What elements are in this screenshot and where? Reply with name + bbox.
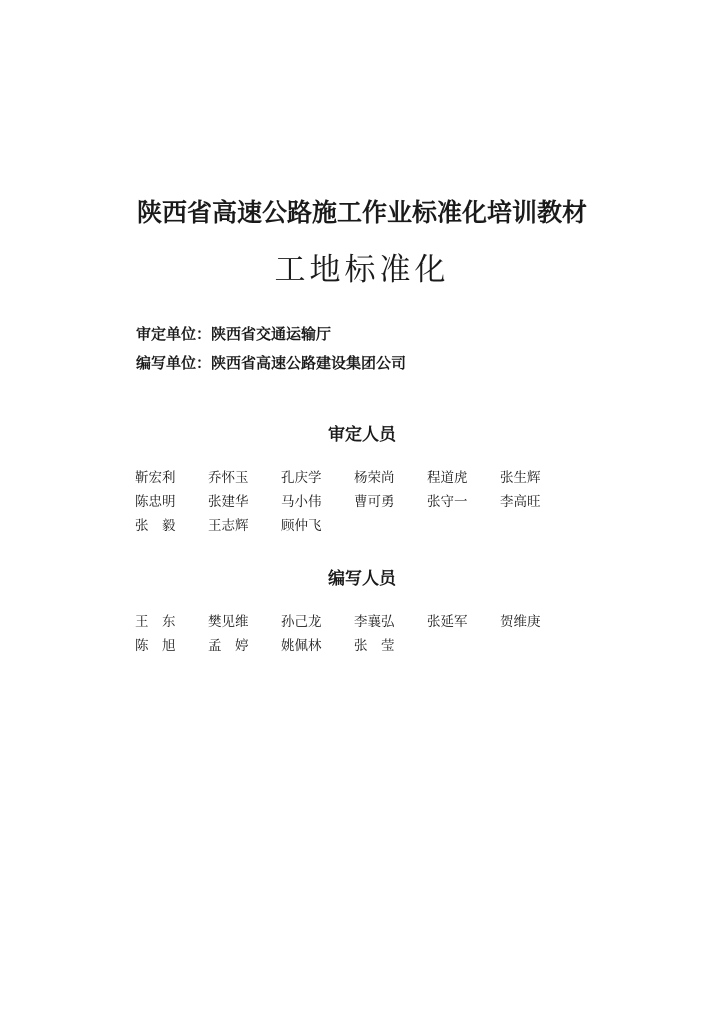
reviewer-name: 曹可勇	[354, 494, 395, 510]
author-name: 李襄弘	[354, 614, 395, 630]
reviewer-name: 张守一	[427, 494, 468, 510]
reviewer-name: 孔庆学	[281, 470, 322, 486]
author-name: 贺维庚	[500, 614, 541, 630]
compile-section-heading: 编写人员	[328, 569, 396, 589]
reviewer-name: 张生辉	[500, 470, 541, 486]
compile-unit: 编写单位：陕西省高速公路建设集团公司	[136, 354, 407, 372]
author-name: 樊见维	[208, 614, 249, 630]
reviewer-name: 靳宏利	[135, 470, 176, 486]
review-names-row	[135, 490, 595, 514]
reviewer-name: 张建华	[208, 494, 249, 510]
reviewer-name: 张 毅	[135, 518, 176, 534]
reviewer-name: 马小伟	[281, 494, 322, 510]
compile-names-list	[135, 610, 595, 658]
author-name: 王 东	[135, 614, 176, 630]
review-names-list	[135, 466, 595, 538]
compile-names-row	[135, 634, 595, 658]
document-title: 陕西省高速公路施工作业标准化培训教材	[136, 198, 587, 227]
reviewer-name: 程道虎	[427, 470, 468, 486]
author-name: 姚佩林	[281, 638, 322, 654]
author-name: 陈 旭	[135, 638, 176, 654]
author-name: 孙己龙	[281, 614, 322, 630]
compile-names-row	[135, 610, 595, 634]
review-names-row	[135, 466, 595, 490]
reviewer-name: 乔怀玉	[208, 470, 249, 486]
review-names-row	[135, 514, 595, 538]
reviewer-name: 杨荣尚	[354, 470, 395, 486]
reviewer-name: 陈忠明	[135, 494, 176, 510]
document-subtitle: 工地标准化	[274, 252, 450, 288]
reviewer-name: 李高旺	[500, 494, 541, 510]
reviewer-name: 顾仲飞	[281, 518, 322, 534]
author-name: 张 莹	[354, 638, 395, 654]
reviewer-name: 王志辉	[208, 518, 249, 534]
author-name: 张延军	[427, 614, 468, 630]
review-unit: 审定单位：陕西省交通运输厅	[136, 325, 332, 343]
review-section-heading: 审定人员	[328, 425, 396, 445]
author-name: 孟 婷	[208, 638, 249, 654]
